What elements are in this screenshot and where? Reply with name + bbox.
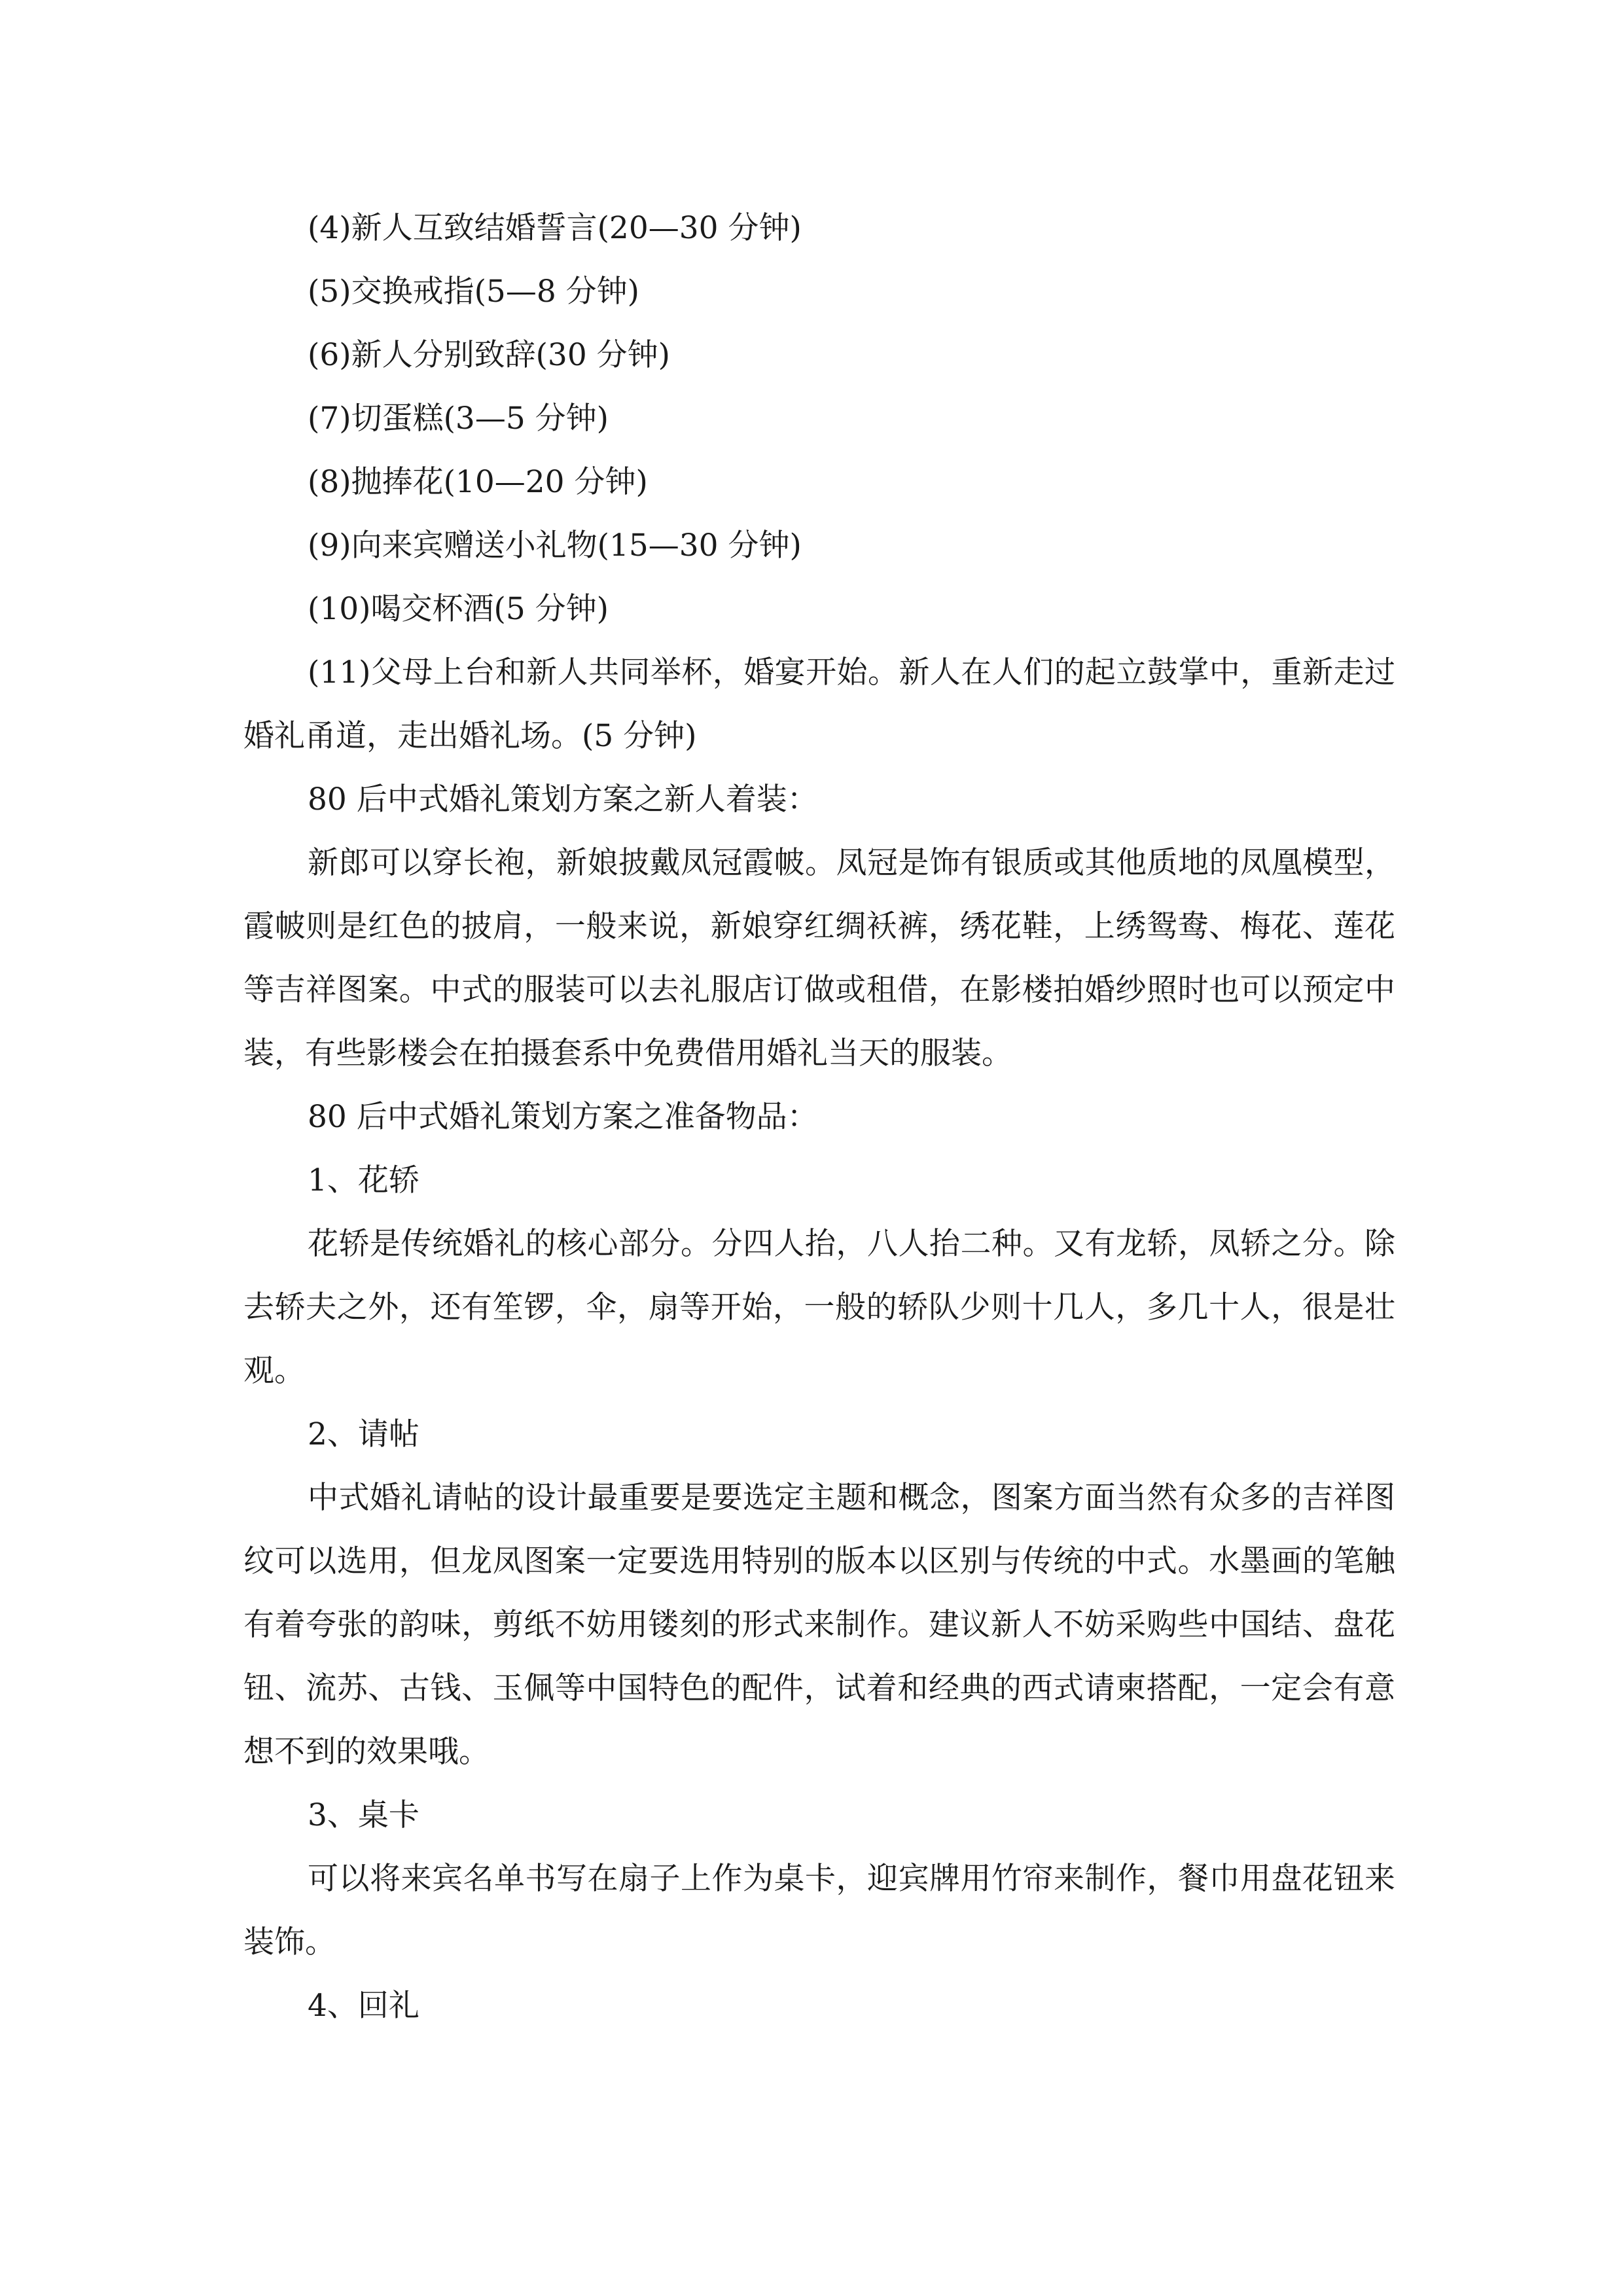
list-item-toast: (10)喝交杯酒(5 分钟) bbox=[308, 591, 609, 627]
section-heading-items: 80 后中式婚礼策划方案之准备物品： bbox=[308, 1099, 818, 1135]
section-heading-attire: 80 后中式婚礼策划方案之新人着装： bbox=[308, 781, 818, 817]
list-item-speech: (6)新人分别致辞(30 分钟) bbox=[308, 337, 670, 373]
paragraph-sedan: 花轿是传统婚礼的核心部分。分四人抬，八人抬二种。又有龙轿，凤轿之分。除去轿夫之外，还有笙锣，伞，扇等开始，一般的轿队少则十几人，多几十人，很是壮观。 bbox=[243, 1226, 1395, 1389]
document-body bbox=[243, 196, 1395, 2037]
subheading-return-gift: 4、回礼 bbox=[308, 1988, 419, 2024]
list-item-bouquet: (8)抛捧花(10—20 分钟) bbox=[308, 464, 648, 500]
paragraph-table-card: 可以将来宾名单书写在扇子上作为桌卡，迎宾牌用竹帘来制作，餐巾用盘花钮来装饰。 bbox=[243, 1861, 1395, 1960]
subheading-sedan: 1、花轿 bbox=[308, 1162, 419, 1198]
paragraph-attire: 新郎可以穿长袍，新娘披戴凤冠霞帔。凤冠是饰有银质或其他质地的凤凰模型，霞帔则是红色的披肩，一般来说，新娘穿红绸袄裤，绣花鞋，上绣鸳鸯、梅花、莲花等吉祥图案。中式的服装可以去礼服店订做或租借，在影楼拍婚纱照时也可以预定中装，有些影楼会在拍摄套系中免费借用婚礼当天的服装。 bbox=[243, 845, 1395, 1071]
subheading-invitation: 2、请帖 bbox=[308, 1416, 419, 1452]
list-item-vows: (4)新人互致结婚誓言(20—30 分钟) bbox=[308, 210, 802, 246]
list-item-banquet: (11)父母上台和新人共同举杯，婚宴开始。新人在人们的起立鼓掌中，重新走过婚礼甬道，走出婚礼场。(5 分钟) bbox=[243, 655, 1395, 754]
subheading-table-card: 3、桌卡 bbox=[308, 1797, 419, 1833]
list-item-gifts: (9)向来宾赠送小礼物(15—30 分钟) bbox=[308, 528, 802, 564]
list-item-rings: (5)交换戒指(5—8 分钟) bbox=[308, 274, 639, 310]
paragraph-invitation: 中式婚礼请帖的设计最重要是要选定主题和概念，图案方面当然有众多的吉祥图纹可以选用，但龙凤图案一定要选用特别的版本以区别与传统的中式。水墨画的笔触有着夸张的韵味，剪纸不妨用镂刻的形式来制作。建议新人不妨采购些中国结、盘花钮、流苏、古钱、玉佩等中国特色的配件，试着和经典的西式请柬搭配，一定会有意想不到的效果哦。 bbox=[243, 1480, 1395, 1770]
list-item-cake: (7)切蛋糕(3—5 分钟) bbox=[308, 401, 609, 437]
